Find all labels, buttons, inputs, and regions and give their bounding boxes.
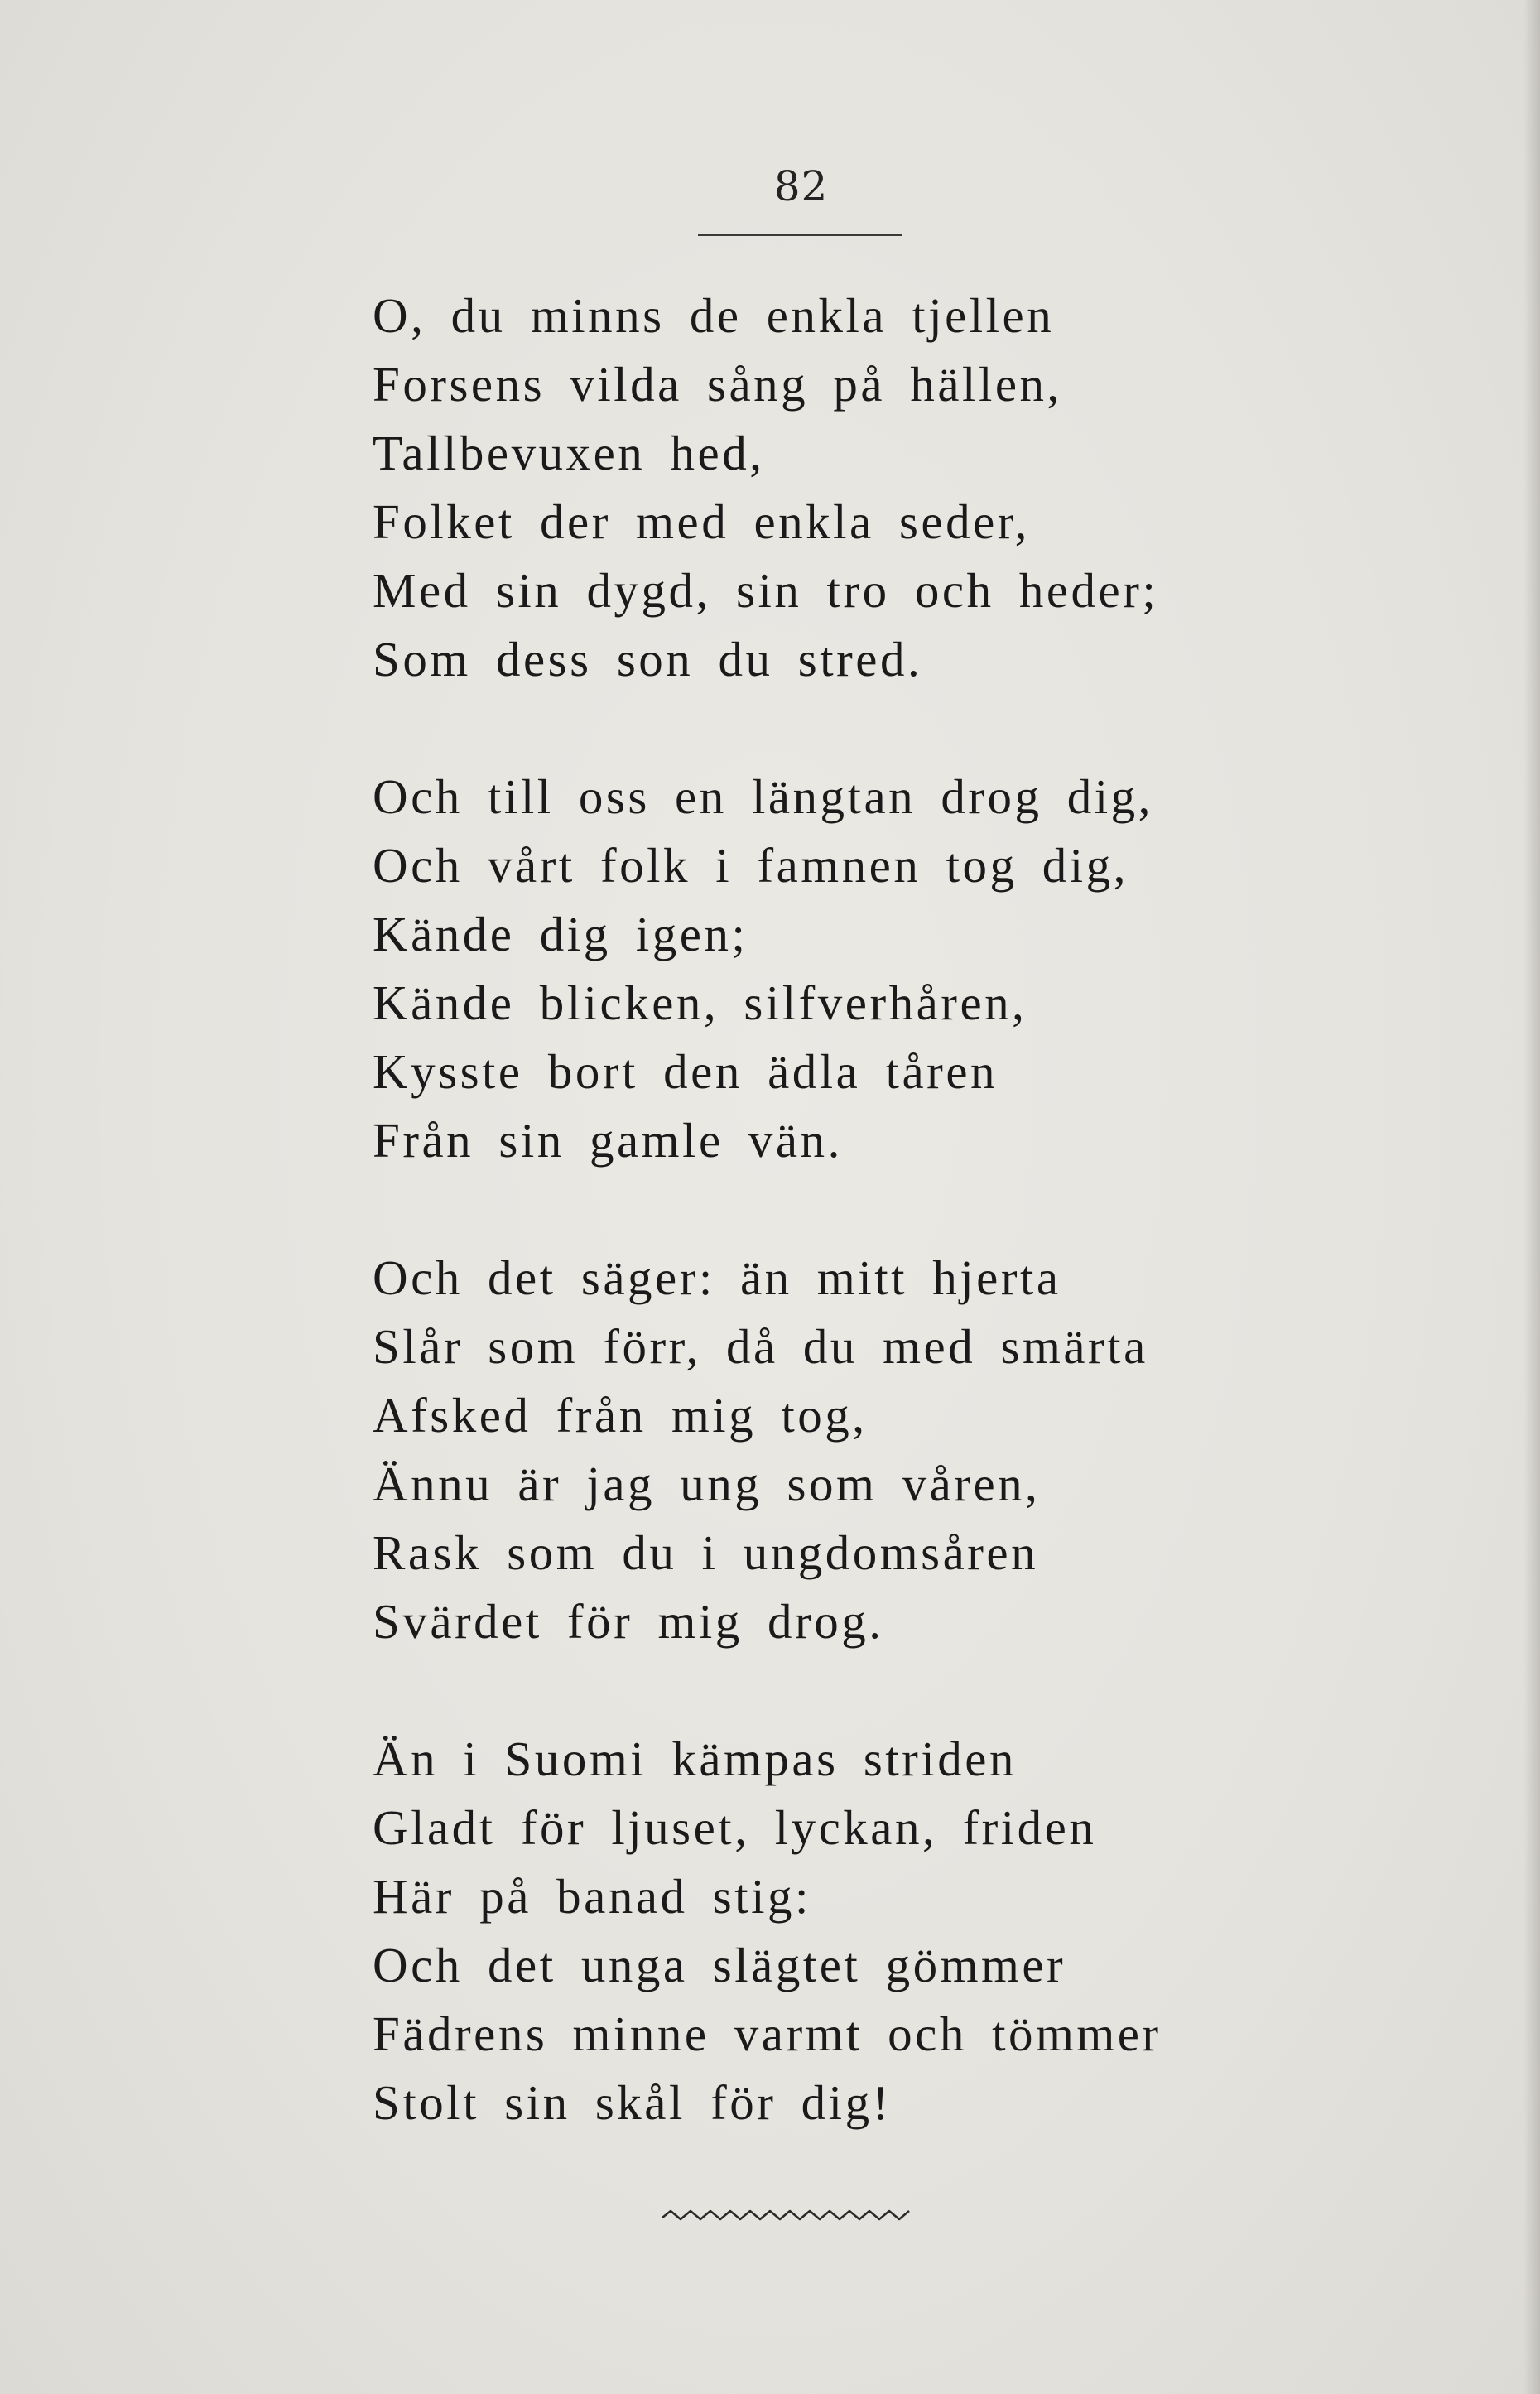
poem-line: Kände blicken, silfverhåren, bbox=[373, 975, 1027, 1030]
poem-line: Som dess son du stred. bbox=[373, 632, 923, 686]
poem-line: Rask som du i ungdomsåren bbox=[373, 1525, 1039, 1580]
poem-line: Och vårt folk i famnen tog dig, bbox=[373, 838, 1129, 893]
poem-line: Än i Suomi kämpas striden bbox=[373, 1732, 1017, 1786]
poem bbox=[373, 282, 1283, 2206]
poem-line: Här på banad stig: bbox=[373, 1869, 811, 1924]
poem-line: Och till oss en längtan drog dig, bbox=[373, 769, 1153, 824]
poem-line: Kände dig igen; bbox=[373, 907, 748, 961]
poem-line: Och det säger: än mitt hjerta bbox=[373, 1250, 1061, 1305]
stanza-1 bbox=[373, 282, 1283, 694]
stanza-4 bbox=[373, 1725, 1283, 2137]
poem-line: Kysste bort den ädla tåren bbox=[373, 1044, 999, 1099]
poem-line: Med sin dygd, sin tro och heder; bbox=[373, 563, 1159, 618]
poem-line: Slår som förr, då du med smärta bbox=[373, 1319, 1148, 1374]
poem-line: Afsked från mig tog, bbox=[373, 1388, 868, 1443]
poem-line: Och det unga slägtet gömmer bbox=[373, 1938, 1066, 1992]
poem-line: Stolt sin skål för dig! bbox=[373, 2075, 892, 2130]
poem-line: Tallbevuxen hed, bbox=[373, 426, 765, 480]
page-edge-shadow bbox=[1523, 0, 1540, 2394]
poem-line: Folket der med enkla seder, bbox=[373, 494, 1030, 549]
stanza-2 bbox=[373, 763, 1283, 1175]
poem-line: Gladt för ljuset, lyckan, friden bbox=[373, 1800, 1097, 1855]
poem-line: Från sin gamle vän. bbox=[373, 1113, 843, 1168]
poem-line: Fädrens minne varmt och tömmer bbox=[373, 2006, 1162, 2061]
page-number: 82 bbox=[773, 162, 829, 210]
poem-line: Ännu är jag ung som våren, bbox=[373, 1457, 1041, 1511]
poem-line: Svärdet för mig drog. bbox=[373, 1594, 884, 1649]
header-rule bbox=[698, 234, 902, 236]
poem-line: O, du minns de enkla tjellen bbox=[373, 288, 1055, 343]
stanza-3 bbox=[373, 1244, 1283, 1656]
poem-line: Forsens vilda sång på hällen, bbox=[373, 357, 1062, 412]
wavy-line-ornament-icon bbox=[662, 2203, 944, 2228]
